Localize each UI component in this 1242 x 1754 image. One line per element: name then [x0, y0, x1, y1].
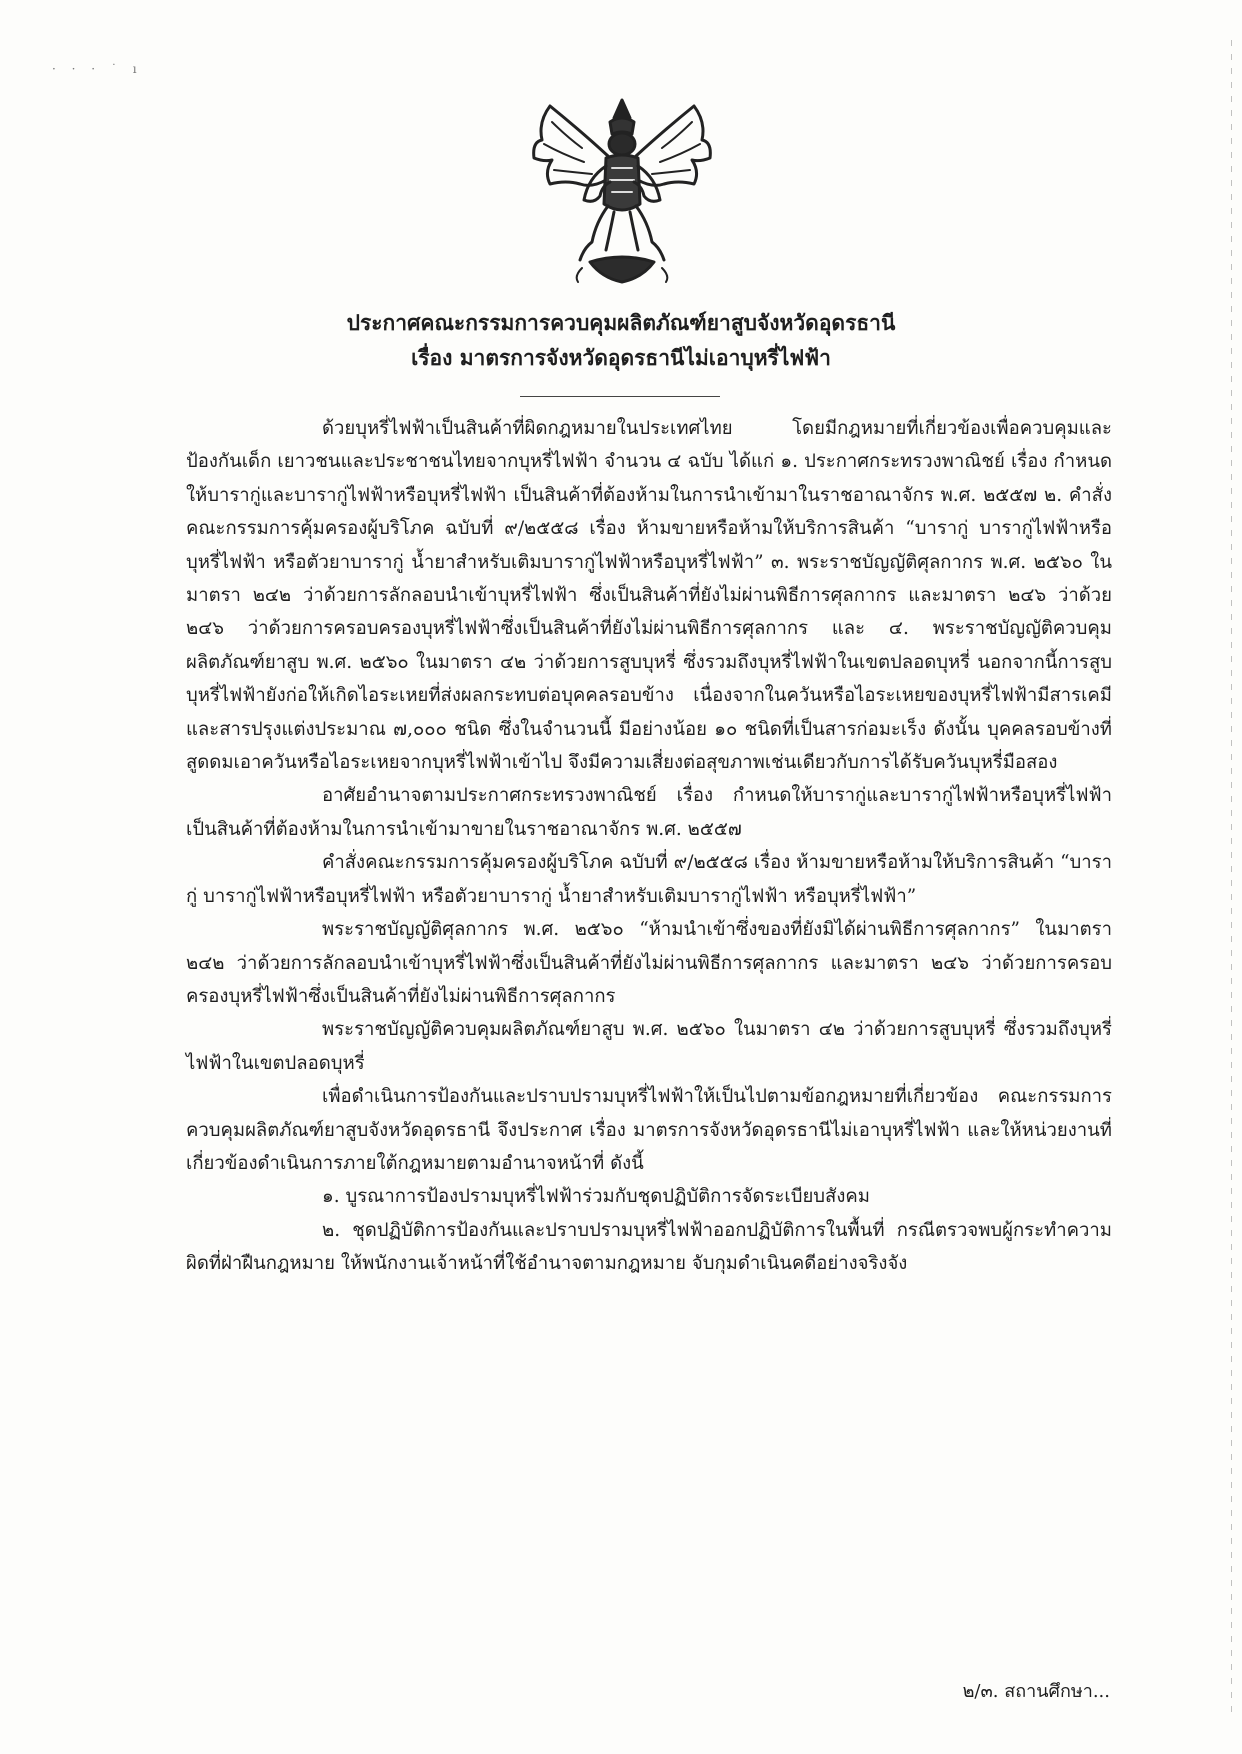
garuda-emblem-icon	[522, 92, 722, 288]
paragraph-consumer-order: คำสั่งคณะกรรมการคุ้มครองผู้บริโภค ฉบับที่ ๙/๒๕๕๘ เรื่อง ห้ามขายหรือห้ามให้บริการสินค้า “บารากู่ บารากู่ไฟฟ้าหรือบุหรี่ไฟฟ้า หรือตัวยาบารากู่ น้ำยาสำหรับเติมบารากู่ไฟฟ้า หรือบุหรี่ไฟฟ้า”	[186, 852, 1112, 907]
title-divider	[520, 396, 720, 397]
continuation-reference: ๒/๓. สถานศึกษา...	[962, 1681, 1110, 1702]
measure-item-2: ๒. ชุดปฏิบัติการป้องกันและปราบปรามบุหรี่ไฟฟ้าออกปฏิบัติการในพื้นที่ กรณีตรวจพบผู้กระทำความผิดที่ฝ่าฝืนกฎหมาย ให้พนักงานเจ้าหน้าที่ใช้อำนาจตามกฎหมาย จับกุมดำเนินคดีอย่างจริงจัง	[186, 1219, 1112, 1275]
paragraph-background: ด้วยบุหรี่ไฟฟ้าเป็นสินค้าที่ผิดกฎหมายในประเทศไทย โดยมีกฎหมายที่เกี่ยวข้องเพื่อควบคุมและป้องกันเด็ก เยาวชนและประชาชนไทยจากบุหรี่ไฟฟ้า จำนวน ๔ ฉบับ ได้แก่ ๑. ประกาศกระทรวงพาณิชย์ เรื่อง กำหนดให้บารากู่และบารากู่ไฟฟ้าหรือบุหรี่ไฟฟ้า เป็นสินค้าที่ต้องห้ามในการนำเข้ามาในราชอาณาจักร พ.ศ. ๒๕๕๗ ๒. คำสั่งคณะกรรมการคุ้มครองผู้บริโภค ฉบับที่ ๙/๒๕๕๘ เรื่อง ห้ามขายหรือห้ามให้บริการสินค้า “บารากู่ บารากู่ไฟฟ้าหรือบุหรี่ไฟฟ้า หรือตัวยาบารากู่ น้ำยาสำหรับเติมบารากู่ไฟฟ้าหรือบุหรี่ไฟฟ้า” ๓. พระราชบัญญัติศุลกากร พ.ศ. ๒๕๖๐ ในมาตรา ๒๔๒ ว่าด้วยการลักลอบนำเข้าบุหรี่ไฟฟ้า ซึ่งเป็นสินค้าที่ยังไม่ผ่านพิธีการศุลกากร และมาตรา ๒๔๖ ว่าด้วย ๒๔๖ ว่าด้วยการครอบครองบุหรี่ไฟฟ้าซึ่งเป็นสินค้าที่ยังไม่ผ่านพิธีการศุลกากร และ ๔. พระราชบัญญัติควบคุมผลิตภัณฑ์ยาสูบ พ.ศ. ๒๕๖๐ ในมาตรา ๔๒ ว่าด้วยการสูบบุหรี่ ซึ่งรวมถึงบุหรี่ไฟฟ้าในเขตปลอดบุหรี่ นอกจากนี้การสูบบุหรี่ไฟฟ้ายังก่อให้เกิดไอระเหยที่ส่งผลกระทบต่อบุคคลรอบข้าง เนื่องจากในควันหรือไอระเหยของบุหรี่ไฟฟ้ามีสารเคมีและสารปรุงแต่งประมาณ ๗,๐๐๐ ชนิด ซึ่งในจำนวนนี้ มีอย่างน้อย ๑๐ ชนิดที่เป็นสารก่อมะเร็ง ดังนั้น บุคคลรอบข้างที่สูดดมเอาควันหรือไอระเหยจากบุหรี่ไฟฟ้าเข้าไป จึงมีความเสี่ยงต่อสุขภาพเช่นเดียวกับการได้รับควันบุหรี่มือสอง	[186, 418, 1112, 774]
paragraph-purpose: เพื่อดำเนินการป้องกันและปราบปรามบุหรี่ไฟฟ้าให้เป็นไปตามข้อกฎหมายที่เกี่ยวข้อง คณะกรรมการควบคุมผลิตภัณฑ์ยาสูบจังหวัดอุดรธานี จึงประกาศ เรื่อง มาตรการจังหวัดอุดรธานีไม่เอาบุหรี่ไฟฟ้า และให้หน่วยงานที่เกี่ยวข้องดำเนินการภายใต้กฎหมายตามอำนาจหน้าที่ ดังนี้	[186, 1086, 1112, 1174]
paragraph-authority-commerce: อาศัยอำนาจตามประกาศกระทรวงพาณิชย์ เรื่อง กำหนดให้บารากู่และบารากู่ไฟฟ้าหรือบุหรี่ไฟฟ้า เป็นสินค้าที่ต้องห้ามในการนำเข้ามาขายในราชอาณาจักร พ.ศ. ๒๕๕๗	[186, 785, 1112, 840]
announcement-body	[186, 412, 1112, 1281]
announcement-title: ประกาศคณะกรรมการควบคุมผลิตภัณฑ์ยาสูบจังหวัดอุดรธานี	[346, 310, 896, 335]
announcement-subject: เรื่อง มาตรการจังหวัดอุดรธานีไม่เอาบุหรี่ไฟฟ้า	[411, 345, 831, 370]
paragraph-tobacco-act: พระราชบัญญัติควบคุมผลิตภัณฑ์ยาสูบ พ.ศ. ๒๕๖๐ ในมาตรา ๔๒ ว่าด้วยการสูบบุหรี่ ซึ่งรวมถึงบุหรี่ไฟฟ้าในเขตปลอดบุหรี่	[186, 1019, 1112, 1074]
scan-artifact: · · · ˙ ı	[52, 62, 143, 76]
paragraph-customs-act: พระราชบัญญัติศุลกากร พ.ศ. ๒๕๖๐ “ห้ามนำเข้าซึ่งของที่ยังมิได้ผ่านพิธีการศุลกากร” ในมาตรา ๒๔๒ ว่าด้วยการลักลอบนำเข้าบุหรี่ไฟฟ้าซึ่งเป็นสินค้าที่ยังไม่ผ่านพิธีการศุลกากร และมาตรา ๒๔๖ ว่าด้วยการครอบครองบุหรี่ไฟฟ้าซึ่งเป็นสินค้าที่ยังไม่ผ่านพิธีการศุลกากร	[186, 919, 1112, 1007]
scan-edge-line	[1231, 40, 1232, 1720]
measure-item-1: ๑. บูรณาการป้องปรามบุหรี่ไฟฟ้าร่วมกับชุดปฏิบัติการจัดระเบียบสังคม	[322, 1186, 870, 1208]
